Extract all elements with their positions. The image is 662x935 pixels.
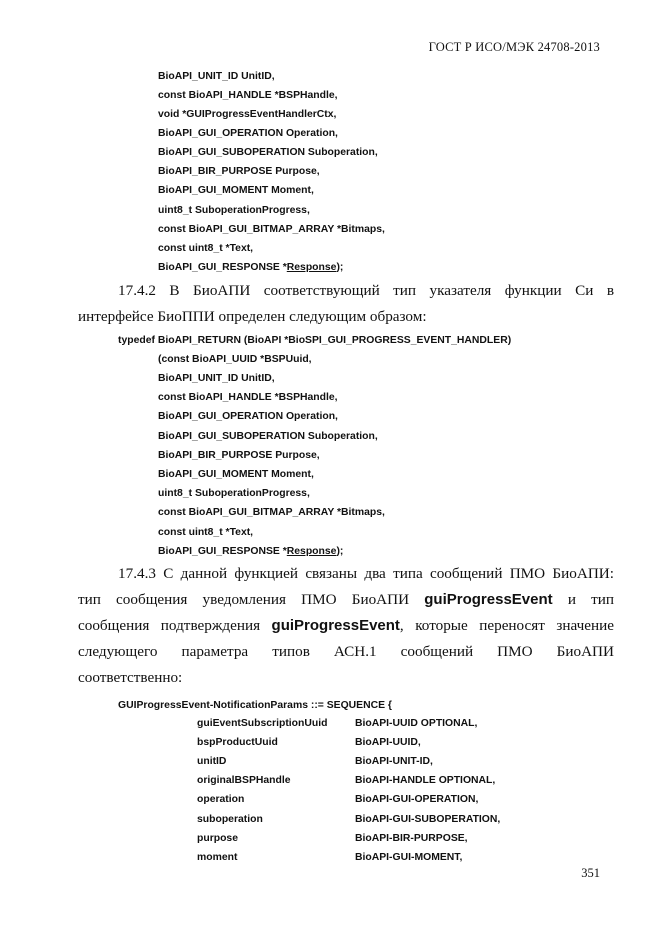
code-line-last	[158, 545, 343, 558]
paragraph-line	[78, 613, 614, 639]
asn1-field-name: guiEventSubscriptionUuid	[197, 718, 328, 729]
page-number: 351	[581, 866, 600, 880]
code-line: const BioAPI_GUI_BITMAP_ARRAY *Bitmaps,	[158, 224, 385, 235]
code-text: );	[336, 546, 344, 557]
paragraph-text: , которые переносят значение	[399, 617, 614, 634]
code-line: const uint8_t *Text,	[158, 527, 254, 538]
code-line: BioAPI_UNIT_ID UnitID,	[158, 373, 275, 384]
asn1-sequence-header: GUIProgressEvent-NotificationParams ::= SEQUENCE {	[118, 700, 392, 711]
asn1-field-type: BioAPI-GUI-SUBOPERATION,	[355, 814, 501, 825]
asn1-field-name: purpose	[197, 833, 238, 844]
asn1-field-type: BioAPI-GUI-MOMENT,	[355, 852, 463, 863]
code-line: BioAPI_GUI_OPERATION Operation,	[158, 128, 338, 139]
asn1-field-type: BioAPI-HANDLE OPTIONAL,	[355, 775, 496, 786]
asn1-field-name: operation	[197, 794, 245, 805]
paragraph-text: и тип	[567, 591, 614, 608]
asn1-field-name: originalBSPHandle	[197, 775, 291, 786]
paragraph-17-4-2	[78, 278, 614, 330]
paragraph-text: тип сообщения уведомления ПМО БиоАПИ	[78, 591, 410, 608]
asn1-field-name: unitID	[197, 756, 227, 767]
code-line: BioAPI_GUI_MOMENT Moment,	[158, 185, 314, 196]
code-line: uint8_t SuboperationProgress,	[158, 205, 310, 216]
asn1-field-name: moment	[197, 852, 238, 863]
asn1-field-type: BioAPI-UNIT-ID,	[355, 756, 433, 767]
code-line: (const BioAPI_UUID *BSPUuid,	[158, 354, 312, 365]
asn1-field-type: BioAPI-BIR-PURPOSE,	[355, 833, 468, 844]
paragraph-line	[78, 587, 614, 613]
code-line: void *GUIProgressEventHandlerCtx,	[158, 109, 337, 120]
asn1-field-type: BioAPI-UUID,	[355, 737, 421, 748]
paragraph-17-4-3	[78, 561, 614, 691]
code-text-underlined: Response	[286, 546, 337, 557]
paragraph-line: 17.4.3 С данной функцией связаны два типа сообщений ПМО БиоАПИ:	[118, 565, 614, 582]
paragraph-line: соответственно:	[78, 669, 183, 686]
code-line: BioAPI_BIR_PURPOSE Purpose,	[158, 450, 320, 461]
code-line: const uint8_t *Text,	[158, 243, 254, 254]
code-line: BioAPI_GUI_SUBOPERATION Suboperation,	[158, 147, 378, 158]
code-text: BioAPI_GUI_RESPONSE *	[158, 546, 287, 557]
asn1-field-type: BioAPI-UUID OPTIONAL,	[355, 718, 478, 729]
code-text: );	[336, 262, 344, 273]
code-line: const BioAPI_HANDLE *BSPHandle,	[158, 90, 338, 101]
asn1-field-type: BioAPI-GUI-OPERATION,	[355, 794, 479, 805]
code-line: BioAPI_GUI_SUBOPERATION Suboperation,	[158, 431, 378, 442]
code-line: BioAPI_GUI_MOMENT Moment,	[158, 469, 314, 480]
asn1-field-name: bspProductUuid	[197, 737, 278, 748]
code-line-typedef: typedef BioAPI_RETURN (BioAPI *BioSPI_GUI_PROGRESS_EVENT_HANDLER)	[118, 335, 512, 346]
code-line: BioAPI_BIR_PURPOSE Purpose,	[158, 166, 320, 177]
paragraph-text: сообщения подтверждения	[78, 617, 261, 634]
code-line: BioAPI_GUI_OPERATION Operation,	[158, 411, 338, 422]
code-line: const BioAPI_HANDLE *BSPHandle,	[158, 392, 338, 403]
paragraph-line: следующего параметра типов АСН.1 сообщений ПМО БиоАПИ	[78, 643, 614, 660]
page-header-standard: ГОСТ Р ИСО/МЭК 24708-2013	[428, 40, 600, 54]
code-line-last	[158, 261, 343, 274]
paragraph-line: 17.4.2 В БиоАПИ соответствующий тип указателя функции Си в	[118, 282, 614, 299]
paragraph-line: интерфейсе БиоППИ определен следующим образом:	[78, 308, 427, 325]
message-type-name: guiProgressEvent	[271, 617, 400, 634]
code-line: const BioAPI_GUI_BITMAP_ARRAY *Bitmaps,	[158, 507, 385, 518]
code-text: BioAPI_GUI_RESPONSE *	[158, 262, 287, 273]
asn1-field-name: suboperation	[197, 814, 263, 825]
code-line: uint8_t SuboperationProgress,	[158, 488, 310, 499]
code-text-underlined: Response	[286, 262, 337, 273]
code-line: BioAPI_UNIT_ID UnitID,	[158, 71, 275, 82]
message-type-name: guiProgressEvent	[424, 591, 553, 608]
